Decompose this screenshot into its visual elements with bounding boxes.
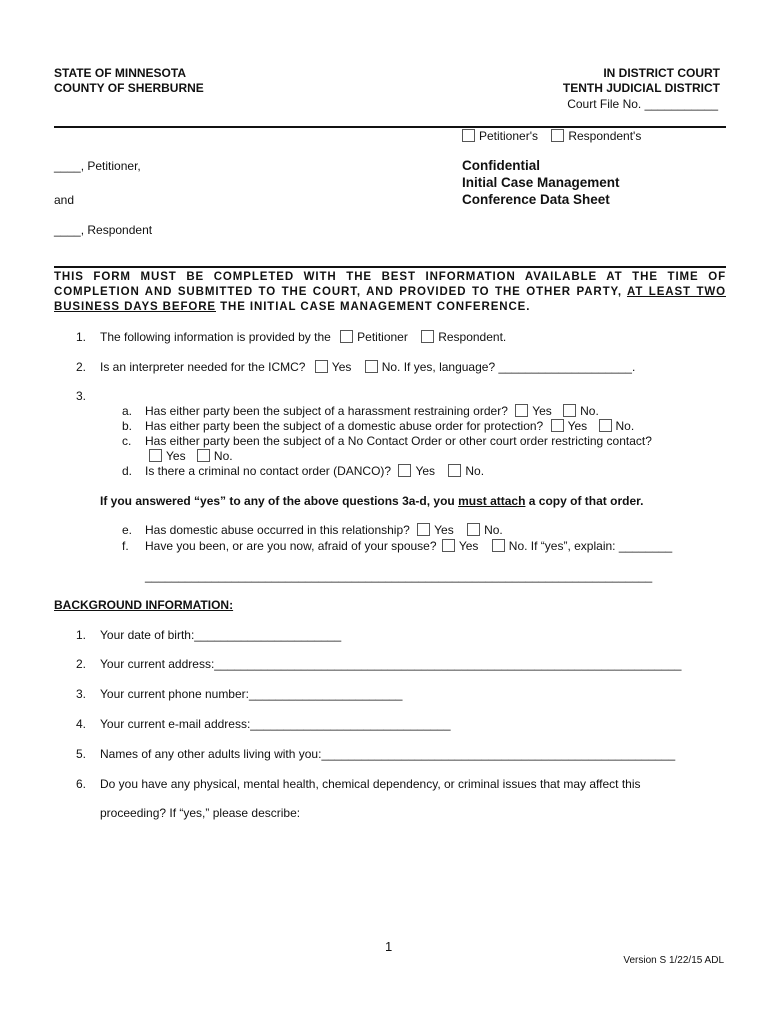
q3c-no-label: No. (213, 449, 233, 463)
q3a-no-label: No. (580, 404, 599, 418)
notice-text: THIS FORM MUST BE COMPLETED WITH THE BEST INFORMATION AVAILABLE AT THE TIME OF COMPLETION AND SUBMITTED TO THE COURT, AND PROVIDED TO THE OTHER PARTY, (54, 271, 726, 298)
q3a-no-checkbox[interactable] (563, 404, 576, 417)
q3f-row (145, 539, 672, 553)
q3e-text: Has domestic abuse occurred in this relationship? (145, 523, 410, 537)
issues-question-cont: proceeding? If “yes,” please describe: (100, 806, 301, 820)
bg2-number: 2. (76, 657, 87, 671)
q3b-text: Has either party been the subject of a domestic abuse order for protection? (145, 419, 544, 433)
caption-divider (54, 266, 726, 268)
bg5-number: 5. (76, 747, 87, 761)
q3b-letter: b. (122, 419, 133, 433)
q1-respondent-checkbox[interactable] (421, 330, 434, 343)
q2-yes-label: Yes (331, 360, 352, 374)
q3b-no-label: No. (615, 419, 635, 433)
q3c-yes-checkbox[interactable] (149, 449, 162, 462)
q3c-options (149, 449, 233, 463)
header-divider (54, 126, 726, 128)
q3a-letter: a. (122, 404, 133, 418)
attach-notice-emphasis: must attach (458, 494, 526, 508)
completion-notice (54, 270, 726, 315)
q3d-no-label: No. (465, 464, 485, 478)
q3a-yes-checkbox[interactable] (515, 404, 528, 417)
q1-petitioner-label: Petitioner (357, 330, 408, 344)
q2-row (100, 360, 635, 374)
bg6-number: 6. (76, 777, 87, 791)
q1-petitioner-checkbox[interactable] (340, 330, 353, 343)
form-title-line1: Confidential (462, 158, 540, 173)
q3f-explain-line[interactable]: ____________________________________________________________________________ (145, 569, 653, 583)
q3f-yes-checkbox[interactable] (442, 539, 455, 552)
q3e-no-checkbox[interactable] (467, 523, 480, 536)
attach-notice-text: If you answered “yes” to any of the above questions 3a-d, you (100, 494, 459, 508)
q3c-yes-label: Yes (166, 449, 186, 463)
dob-field[interactable]: Your date of birth:______________________ (100, 628, 342, 642)
bg4-number: 4. (76, 717, 87, 731)
q3d-letter: d. (122, 464, 133, 478)
q3b-row (145, 419, 634, 433)
q3d-no-checkbox[interactable] (448, 464, 461, 477)
and-caption: and (54, 193, 75, 207)
q3a-row (145, 404, 599, 418)
q3d-yes-label: Yes (415, 464, 436, 478)
bg1-number: 1. (76, 628, 87, 642)
petitioner-caption: ____, Petitioner, (54, 159, 141, 173)
respondent-caption: ____, Respondent (54, 223, 153, 237)
q3c-no-checkbox[interactable] (197, 449, 210, 462)
q2-yes-checkbox[interactable] (315, 360, 328, 373)
page-number: 1 (385, 939, 393, 954)
respondent-label: Respondent's (568, 129, 642, 143)
q1-number: 1. (76, 330, 87, 344)
q3f-yes-label: Yes (458, 539, 479, 553)
state-heading: STATE OF MINNESOTA (54, 66, 186, 80)
q1-text: The following information is provided by the (100, 330, 331, 344)
court-file-number: Court File No. ___________ (567, 97, 718, 111)
attach-order-notice (100, 494, 643, 508)
q3e-row (145, 523, 503, 537)
q3b-no-checkbox[interactable] (599, 419, 612, 432)
q3f-no-label: No. If “yes”, explain: ________ (508, 539, 673, 553)
q3a-yes-label: Yes (532, 404, 552, 418)
other-adults-field[interactable]: Names of any other adults living with you:_____________________________________________________ (100, 747, 676, 761)
court-heading: IN DISTRICT COURT (603, 66, 720, 80)
q3f-no-checkbox[interactable] (492, 539, 505, 552)
q2-no-checkbox[interactable] (365, 360, 378, 373)
q3a-text: Has either party been the subject of a harassment restraining order? (145, 404, 508, 418)
notice-deadline: AT LEAST TWO BUSINESS DAYS BEFORE (54, 286, 726, 313)
q3d-yes-checkbox[interactable] (398, 464, 411, 477)
form-title-line2: Initial Case Management (462, 175, 620, 190)
q3c-text: Has either party been the subject of a No Contact Order or other court order restricting contact? (145, 434, 652, 448)
petitioner-checkbox[interactable] (462, 129, 475, 142)
attach-notice-end: a copy of that order. (525, 494, 644, 508)
background-heading: BACKGROUND INFORMATION: (54, 598, 234, 612)
q2-number: 2. (76, 360, 87, 374)
phone-field[interactable]: Your current phone number:_______________________ (100, 687, 403, 701)
petitioner-label: Petitioner's (479, 129, 538, 143)
q3b-yes-checkbox[interactable] (551, 419, 564, 432)
issues-question: Do you have any physical, mental health, chemical dependency, or criminal issues that may affect this (100, 777, 641, 791)
q3f-text: Have you been, or are you now, afraid of your spouse? (145, 539, 437, 553)
notice-text-end: THE INITIAL CASE MANAGEMENT CONFERENCE. (216, 301, 531, 313)
q3f-letter: f. (122, 539, 129, 553)
q1-respondent-label: Respondent. (438, 330, 507, 344)
q3e-yes-label: Yes (434, 523, 454, 537)
address-field[interactable]: Your current address:______________________________________________________________________ (100, 657, 682, 671)
q2-no-label: No. If yes, language? ____________________. (381, 360, 636, 374)
county-heading: COUNTY OF SHERBURNE (54, 81, 204, 95)
q3b-yes-label: Yes (567, 419, 588, 433)
q3e-no-label: No. (484, 523, 503, 537)
q2-text: Is an interpreter needed for the ICMC? (100, 360, 306, 374)
q3d-text: Is there a criminal no contact order (DANCO)? (145, 464, 392, 478)
q1-row (100, 330, 506, 344)
form-title-line3: Conference Data Sheet (462, 192, 610, 207)
email-field[interactable]: Your current e-mail address:______________________________ (100, 717, 451, 731)
q3e-yes-checkbox[interactable] (417, 523, 430, 536)
q3c-letter: c. (122, 434, 132, 448)
respondent-checkbox[interactable] (551, 129, 564, 142)
q3d-row (145, 464, 484, 478)
form-type-selector (462, 129, 641, 143)
version-label: Version S 1/22/15 ADL (623, 955, 724, 966)
district-heading: TENTH JUDICIAL DISTRICT (562, 81, 720, 95)
bg3-number: 3. (76, 687, 87, 701)
q3-number: 3. (76, 389, 87, 403)
q3e-letter: e. (122, 523, 133, 537)
